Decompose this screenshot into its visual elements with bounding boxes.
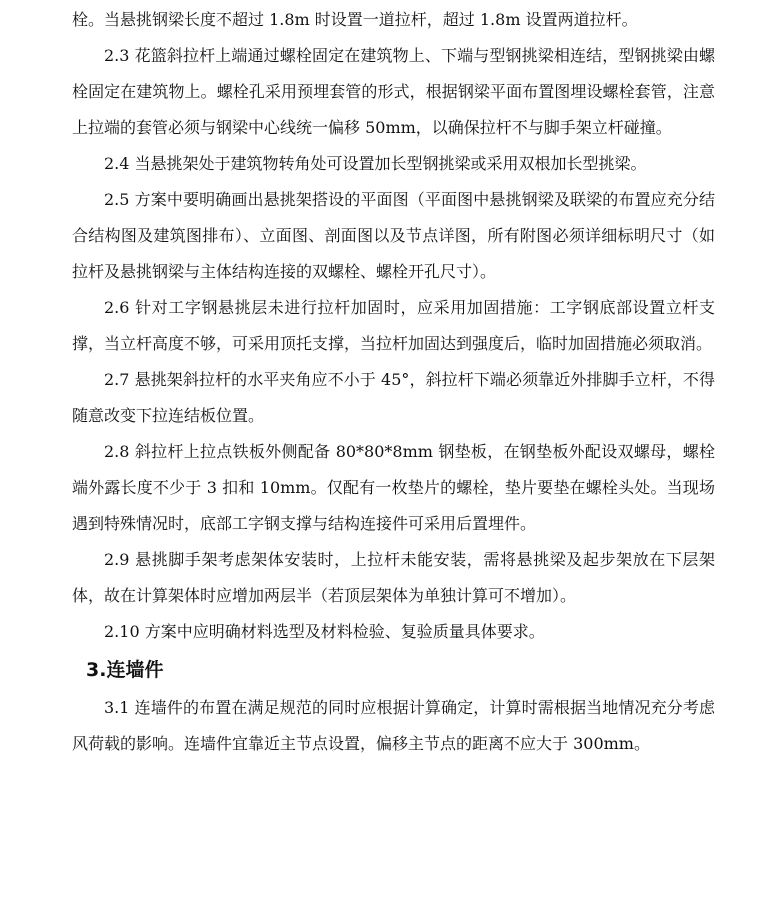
section-heading: 3.连墙件: [86, 659, 164, 681]
paragraph: 2.6 针对工字钢悬挑层未进行拉杆加固时，应采用加固措施：工字钢底部设置立杆支撑，当立杆高度不够，可采用顶托支撑，当拉杆加固达到强度后，临时加固措施必须取消。: [72, 298, 715, 353]
section-3-body: [72, 690, 715, 762]
paragraph: 2.8 斜拉杆上拉点铁板外侧配备 80*80*8mm 钢垫板，在钢垫板外配设双螺母，螺栓端外露长度不少于 3 扣和 10mm。仅配有一枚垫片的螺栓，垫片要垫在螺栓头处。当现场遇到特殊情况时，底部工字钢支撑与结构连接件可采用后置埋件。: [72, 442, 715, 533]
paragraph: 2.10 方案中应明确材料选型及材料检验、复验质量具体要求。: [104, 622, 545, 641]
paragraph: 2.4 当悬挑架处于建筑物转角处可设置加长型钢挑梁或采用双根加长型挑梁。: [104, 154, 647, 173]
paragraph: 2.5 方案中要明确画出悬挑架搭设的平面图（平面图中悬挑钢梁及联梁的布置应充分结合结构图及建筑图排布）、立面图、剖面图以及节点详图，所有附图必须详细标明尺寸（如拉杆及悬挑钢梁与主体结构连接的双螺栓、螺栓开孔尺寸）。: [72, 190, 715, 281]
paragraph: 2.9 悬挑脚手架考虑架体安装时，上拉杆未能安装，需将悬挑梁及起步架放在下层架体，故在计算架体时应增加两层半（若顶层架体为单独计算可不增加）。: [72, 550, 715, 605]
paragraph: 2.7 悬挑架斜拉杆的水平夹角应不小于 45°，斜拉杆下端必须靠近外排脚手立杆，不得随意改变下拉连结板位置。: [72, 370, 715, 425]
section-2-body: [72, 2, 715, 650]
paragraph: 栓。当悬挑钢梁长度不超过 1.8m 时设置一道拉杆，超过 1.8m 设置两道拉杆。: [72, 10, 638, 29]
paragraph: 3.1 连墙件的布置在满足规范的同时应根据计算确定，计算时需根据当地情况充分考虑风荷载的影响。连墙件宜靠近主节点设置，偏移主节点的距离不应大于 300mm。: [72, 698, 715, 753]
paragraph: 2.3 花篮斜拉杆上端通过螺栓固定在建筑物上、下端与型钢挑梁相连结，型钢挑梁由螺栓固定在建筑物上。螺栓孔采用预埋套管的形式，根据钢梁平面布置图埋设螺栓套管，注意上拉端的套管必须与钢梁中心线统一偏移 50mm，以确保拉杆不与脚手架立杆碰撞。: [72, 46, 715, 137]
